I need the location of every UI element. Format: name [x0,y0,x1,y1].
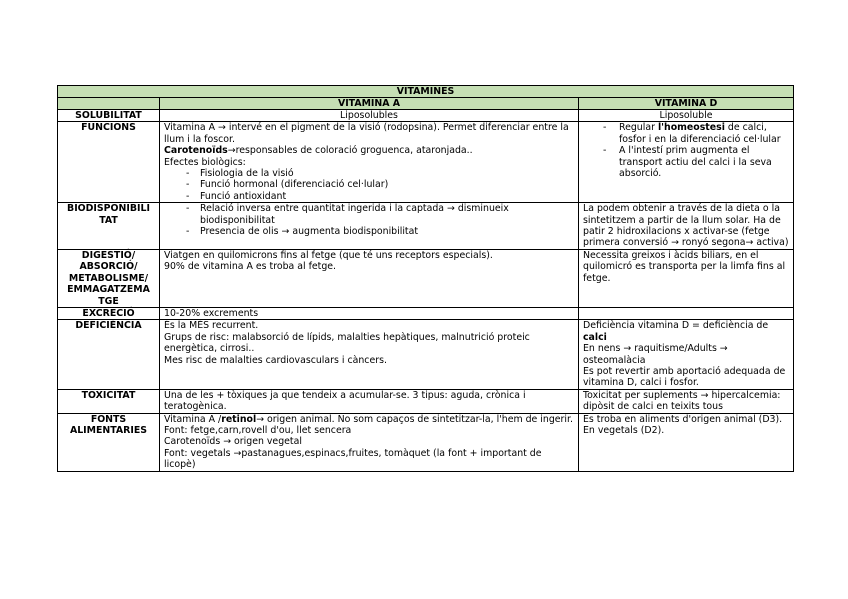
header-row [58,98,794,110]
row-excrecio [58,307,794,319]
deficiencia-d-line1 [583,320,789,343]
label-funcions: FUNCIONS [58,122,160,203]
row-fonts [58,413,794,471]
label-solubilitat: SOLUBILITAT [58,110,160,122]
deficiencia-a-line1: És la MÉS recurrent. [164,320,259,332]
label-biodisponibilitat: BIODISPONIBILI TAT [58,203,160,250]
list-item: - Funció antioxidant [186,191,574,202]
deficiencia-d-line3: Es pot revertir amb aportació adequada de vitamina D, calci i fosfor. [583,365,786,389]
toxicitat-d: Toxicitat per suplements → hipercalcemia: dipòsit de calci en teixits tous [579,389,794,413]
solubilitat-d: Liposoluble [579,110,794,122]
label-deficiencia: DEFICIÈNCIA [58,320,160,389]
row-toxicitat [58,389,794,413]
funcions-d-list [583,122,789,179]
fonts-d: Es troba en aliments d'origen animal (D3). En vegetals (D2). [579,413,794,471]
digestio-a-line2: 90% de vitamina A es troba al fetge. [164,261,337,273]
list-item: - Funció hormonal (diferenciació cel·lular) [186,179,574,190]
retinol-pre: Vitamina A / [164,413,222,425]
homeostesi-bold: l'homeostesi [657,122,725,134]
fonts-a-line3: Carotenoïds → origen vegetal [164,436,302,448]
list-item: - Presencia de olis → augmenta biodisponibilitat [186,226,574,237]
table-title: VITAMINES [58,86,794,98]
biodisponibilitat-d: La podem obtenir a través de la dieta o la sintetitzem a partir de la llum solar. Ha de patir 2 hidroxilacions x activar-se (fetge primera conversió → ronyó segona→ activa) [579,203,794,250]
toxicitat-a: Una de les + tòxiques ja que tendeix a acumular-se. 3 tipus: aguda, crònica i teratogènica. [160,389,579,413]
funcions-a-efectes: Efectes biològics: [164,156,246,168]
digestio-a [160,249,579,307]
biodisponibilitat-a [160,203,579,250]
calci-bold: calci [583,331,607,343]
deficiencia-d-pre: Deficiència vitamina D = deficiència de [583,320,769,332]
excrecio-d [579,307,794,319]
homeostesi-pre: Regular [619,122,658,134]
deficiencia-a-line2: Grups de risc: malabsorció de lípids, malalties hepàtiques, malnutrició proteic energètica, cirrosi.. [164,331,530,355]
list-item: - Fisiologia de la visió [186,168,574,179]
funcions-a-line1: Vitamina A → intervé en el pigment de la visió (rodopsina). Permet diferenciar entre la llum i la foscor. [164,122,569,145]
fonts-a-line1 [164,414,574,425]
header-vitamina-a: VITAMINA A [160,98,579,110]
list-item: - A l'intestí prim augmenta el transport actiu del calci i la seva absorció. [603,145,789,179]
deficiencia-d [579,320,794,389]
carotenoids-bold: Carotenoïds [164,145,228,157]
title-row [58,86,794,98]
retinol-bold: retinol [221,413,257,425]
deficiencia-a [160,320,579,389]
deficiencia-d-line2: En nens → raquitisme/Adults → osteomalàcia [583,343,728,366]
excrecio-a: 10-20% excrements [160,307,579,319]
row-funcions [58,122,794,203]
deficiencia-a-line3: Mes risc de malalties cardiovasculars i càncers. [164,354,387,366]
row-solubilitat [58,110,794,122]
list-item [603,122,789,145]
header-vitamina-d: VITAMINA D [579,98,794,110]
label-fonts: FONTS ALIMENTARIES [58,413,160,471]
row-deficiencia [58,320,794,389]
funcions-d [579,122,794,203]
efectes-list [164,168,574,202]
digestio-d: Necessita greixos i àcids biliars, en el quilomicró es transporta per la limfa fins al fetge. [579,249,794,307]
row-biodisponibilitat [58,203,794,250]
label-excrecio: EXCRECIÓ [58,307,160,319]
row-digestio [58,249,794,307]
biodisp-list [164,203,574,237]
solubilitat-a: Liposolubles [160,110,579,122]
fonts-a [160,413,579,471]
funcions-a [160,122,579,203]
funcions-a-carotenoids [164,145,574,156]
retinol-post: → origen animal. No som capaços de sintetitzar-la, l'hem de ingerir. [256,413,573,425]
header-empty-cell [58,98,160,110]
label-digestio: DIGESTIÓ/ ABSORCIÓ/ METABOLISME/ EMMAGATZEMA TGE [58,249,160,307]
digestio-a-line1: Viatgen en quilomicrons fins al fetge (que té uns receptors especials). [164,249,493,261]
carotenoids-rest: →responsables de coloració groguenca, ataronjada.. [227,145,473,157]
vitamines-table [57,85,794,472]
fonts-a-line4: Font: vegetals →pastanagues,espinacs,fruites, tomàquet (la font + important de licopè) [164,447,542,471]
list-item: - Relació inversa entre quantitat ingerida i la captada → disminueix biodisponibilitat [186,203,574,226]
homeostesi-post: de calci, fosfor i en la diferenciació cel·lular [619,122,781,145]
label-toxicitat: TOXICITAT [58,389,160,413]
fonts-a-line2: Font: fetge,carn,rovell d'ou, llet sencera [164,424,352,436]
